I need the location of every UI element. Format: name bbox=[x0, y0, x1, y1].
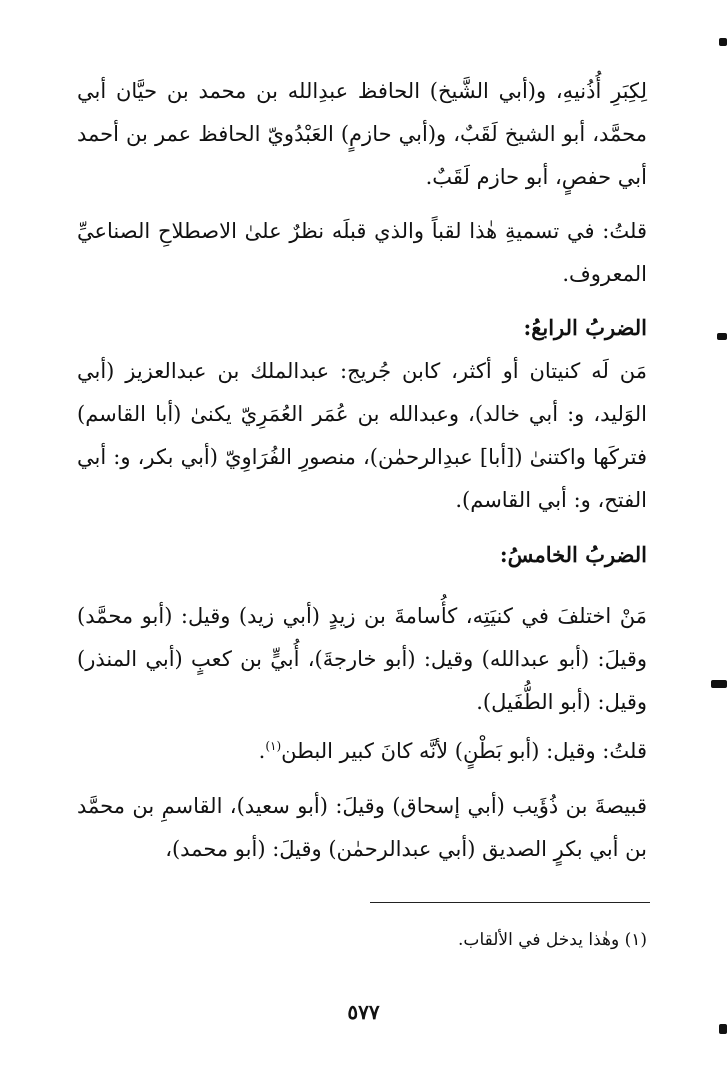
note-end-punctuation: . bbox=[258, 739, 266, 763]
scan-edge-mark bbox=[717, 333, 727, 340]
scan-edge-mark bbox=[719, 38, 727, 46]
paragraph-note-on-terminology: قلتُ: في تسميةِ هٰذا لقباً والذي قبلَه نظرٌ علىٰ الاصطلاحِ الصناعيِّ المعروف. bbox=[77, 219, 647, 286]
section-heading-fifth-type: الضربُ الخامسُ: bbox=[499, 542, 647, 567]
paragraph-note-abu-batn bbox=[77, 725, 647, 773]
footnote-reference: (١) bbox=[265, 739, 282, 753]
page-number: ٥٧٧ bbox=[347, 1000, 380, 1024]
footnote-text: (١) وهٰذا يدخل في الألقاب. bbox=[458, 930, 647, 950]
paragraph-kunya-examples: لِكِبَرِ أُذُنيهِ، و(أبي الشَّيخ) الحافظ عبدِالله بن محمد بن حيَّان أبي محمَّد، أبو الشيخ لَقَبٌ، و(أبي حازمٍ) العَبْدُويّ الحافظ عمر بن أحمد أبي حفصٍ، أبو حازم لَقَبٌ. bbox=[77, 79, 647, 189]
footnote-divider bbox=[370, 902, 650, 903]
paragraph-disputed-kunya: مَنْ اختلفَ في كنيَتِه، كأُسامةَ بن زيدٍ (أبي زيد) وقيل: (أبو محمَّد) وقيلَ: (أبو عبدالله) وقيل: (أبو خارجةَ)، أُبيٍّ بن كعبٍ (أبي المنذر) وقيل: (أبو الطُّفَيل). bbox=[77, 604, 647, 714]
section-heading-fourth-type: الضربُ الرابعُ: bbox=[523, 315, 647, 340]
note-text: قلتُ: وقيل: (أبو بَطْنٍ) لأنَّه كانَ كبير البطن bbox=[281, 739, 647, 763]
paragraph-further-examples: قبيصةَ بن ذُؤَيب (أبي إسحاق) وقيلَ: (أبو سعيد)، القاسمِ بن محمَّد بن أبي بكرٍ الصديق (أبي عبدالرحمٰن) وقيلَ: (أبو محمد)، bbox=[77, 794, 647, 861]
scan-edge-mark bbox=[719, 1024, 727, 1034]
scan-edge-mark bbox=[711, 680, 727, 688]
paragraph-multiple-kunyas: مَن لَه كنيتان أو أكثر، كابن جُريج: عبدالملك بن عبدالعزيز (أبي الوَليد، و: أبي خالد)، وعبدالله بن عُمَر العُمَرِيّ يكنىٰ (أبا القاسم) فتركَها واكتنىٰ ([أبا] عبدِالرحمٰن)، منصورِ الفُرَاوِيّ (أبي بكر، و: أبي الفتح، و: أبي القاسم). bbox=[77, 359, 647, 512]
